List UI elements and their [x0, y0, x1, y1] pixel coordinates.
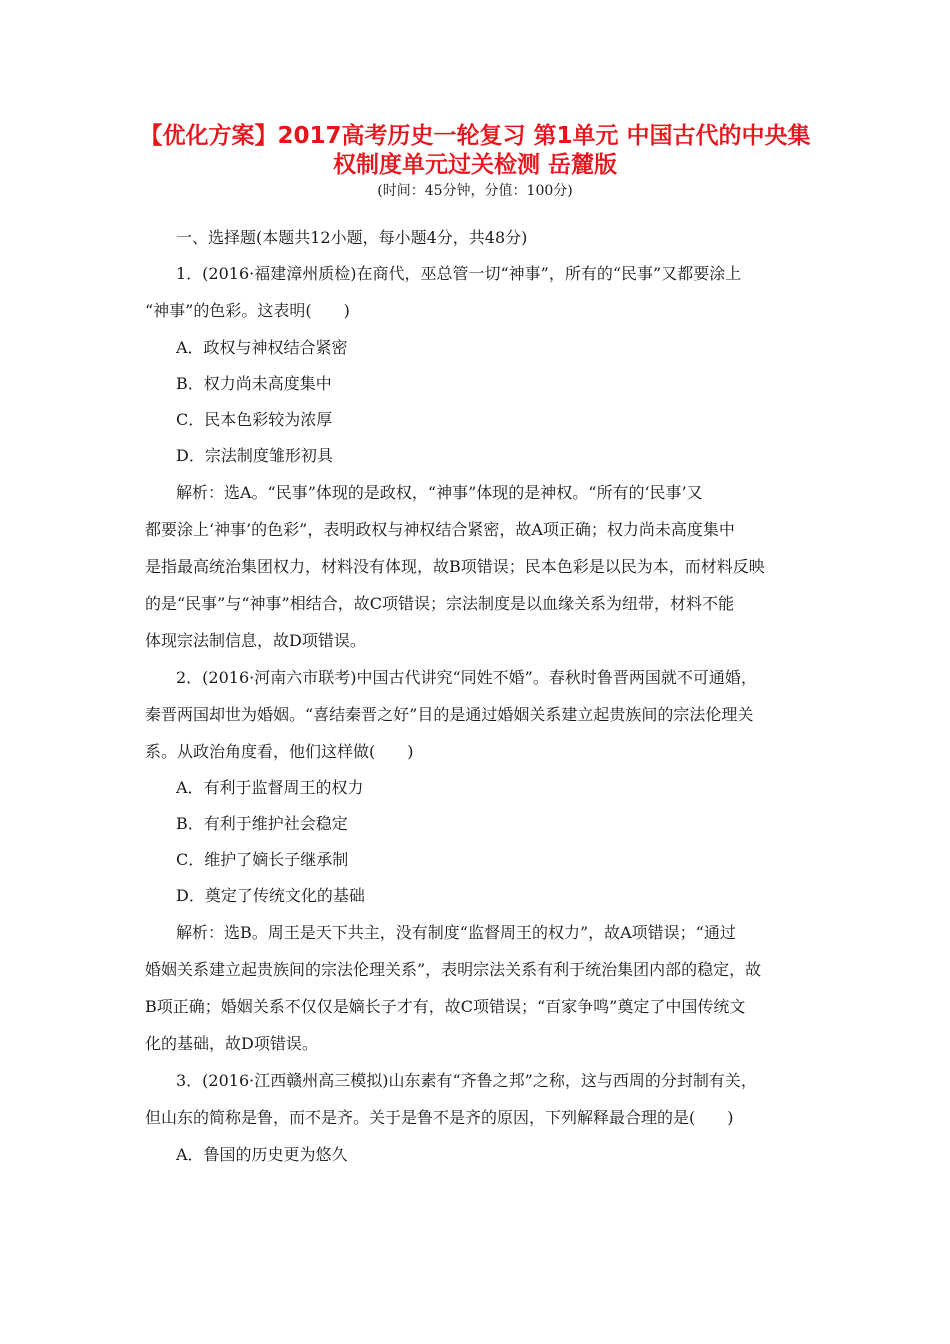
document-title-line-2: 权制度单元过关检测 岳麓版	[332, 152, 617, 178]
question-1-analysis-line: 解析：选A。“民事”体现的是政权，“神事”体现的是神权。“所有的‘民事’又	[176, 483, 703, 502]
question-3-stem-cont: 但山东的简称是鲁，而不是齐。关于是鲁不是齐的原因，下列解释最合理的是( )	[145, 1108, 734, 1127]
exam-time-score: (时间：45分钟，分值：100分)	[377, 183, 573, 199]
question-1-option-c: C．民本色彩较为浓厚	[176, 410, 333, 429]
question-2-stem-cont: 秦晋两国却世为婚姻。“喜结秦晋之好”目的是通过婚姻关系建立起贵族间的宗法伦理关	[145, 705, 754, 724]
question-2-option-a: A．有利于监督周王的权力	[176, 778, 364, 797]
section-heading: 一、选择题(本题共12小题，每小题4分，共48分)	[176, 228, 528, 247]
question-1-option-a: A．政权与神权结合紧密	[176, 338, 348, 357]
question-2-stem-cont: 系。从政治角度看，他们这样做( )	[145, 742, 414, 761]
question-2-analysis-line: 婚姻关系建立起贵族间的宗法伦理关系”，表明宗法关系有利于统治集团内部的稳定，故	[145, 960, 762, 979]
question-1-analysis-line: 的是“民事”与“神事”相结合，故C项错误；宗法制度是以血缘关系为纽带，材料不能	[145, 594, 734, 613]
question-2-option-d: D．奠定了传统文化的基础	[176, 886, 365, 905]
question-1-option-b: B．权力尚未高度集中	[176, 374, 332, 393]
question-3-option-a: A．鲁国的历史更为悠久	[176, 1145, 348, 1164]
question-1-stem-cont: “神事”的色彩。这表明( )	[145, 301, 350, 320]
question-1-analysis-line: 是指最高统治集团权力，材料没有体现，故B项错误；民本色彩是以民为本，而材料反映	[145, 557, 765, 576]
question-2-analysis-line: 化的基础，故D项错误。	[145, 1034, 318, 1053]
question-2-analysis-line: B项正确；婚姻关系不仅仅是嫡长子才有，故C项错误；“百家争鸣”奠定了中国传统文	[145, 997, 746, 1016]
question-2-analysis-line: 解析：选B。周王是天下共主，没有制度“监督周王的权力”，故A项错误；“通过	[176, 923, 736, 942]
question-2-stem: 2．(2016·河南六市联考)中国古代讲究“同姓不婚”。春秋时鲁晋两国就不可通婚，	[176, 668, 757, 687]
question-1-analysis-line: 体现宗法制信息，故D项错误。	[145, 631, 366, 650]
question-1-analysis-line: 都要涂上‘神事’的色彩”，表明政权与神权结合紧密，故A项正确；权力尚未高度集中	[145, 520, 735, 539]
document-title-line-1: 【优化方案】2017高考历史一轮复习 第1单元 中国古代的中央集	[139, 123, 811, 149]
question-3-stem: 3．(2016·江西赣州高三模拟)山东素有“齐鲁之邦”之称，这与西周的分封制有关，	[176, 1071, 757, 1090]
question-1-option-d: D．宗法制度雏形初具	[176, 446, 333, 465]
question-1-stem: 1．(2016·福建漳州质检)在商代，巫总管一切“神事”，所有的“民事”又都要涂上	[176, 264, 742, 283]
question-2-option-c: C．维护了嫡长子继承制	[176, 850, 349, 869]
question-2-option-b: B．有利于维护社会稳定	[176, 814, 348, 833]
